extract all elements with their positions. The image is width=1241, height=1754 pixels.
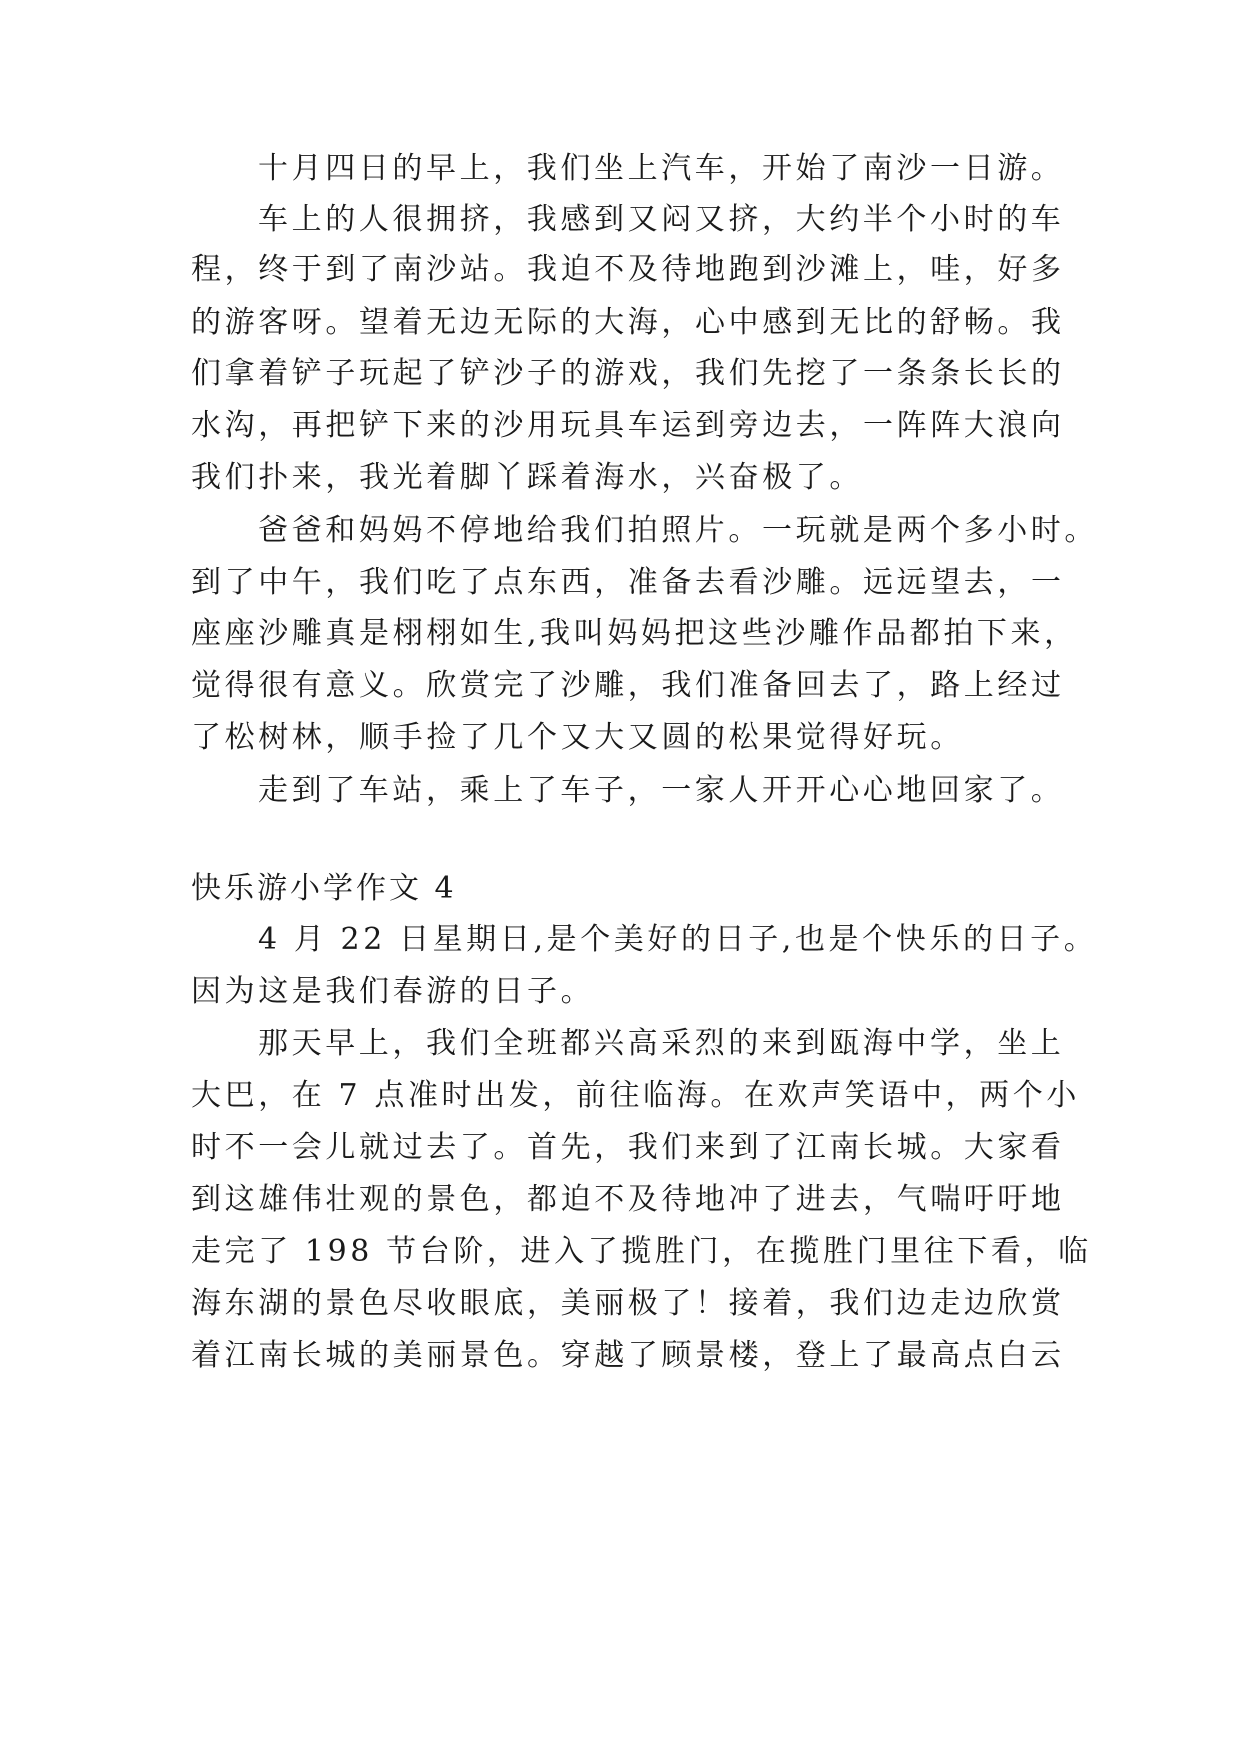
text-line: 车上的人很拥挤，我感到又闷又挤，大约半个小时的车: [258, 202, 1065, 237]
text-line: 那天早上，我们全班都兴高采烈的来到瓯海中学，坐上: [258, 1026, 1065, 1061]
text-line: 时不一会儿就过去了。首先，我们来到了江南长城。大家看: [191, 1130, 1065, 1165]
text-line: 走完了 198 节台阶，进入了揽胜门，在揽胜门里往下看，临: [191, 1234, 1092, 1269]
text-line: 了松树林，顺手捡了几个又大又圆的松果觉得好玩。: [191, 720, 964, 755]
text-line: 水沟，再把铲下来的沙用玩具车运到旁边去，一阵阵大浪向: [191, 408, 1065, 443]
text-line: 到这雄伟壮观的景色，都迫不及待地冲了进去，气喘吁吁地: [191, 1182, 1065, 1217]
text-line: 我们扑来，我光着脚丫踩着海水，兴奋极了。: [191, 460, 863, 495]
text-line: 的游客呀。望着无边无际的大海，心中感到无比的舒畅。我: [191, 305, 1065, 340]
text-line: 到了中午，我们吃了点东西，准备去看沙雕。远远望去，一: [191, 565, 1065, 600]
text-line: 大巴，在 7 点准时出发，前往临海。在欢声笑语中，两个小: [191, 1078, 1080, 1113]
text-line: 觉得很有意义。欣赏完了沙雕，我们准备回去了，路上经过: [191, 668, 1065, 703]
text-line: 爸爸和妈妈不停地给我们拍照片。一玩就是两个多小时。: [258, 513, 1098, 548]
text-line: 们拿着铲子玩起了铲沙子的游戏，我们先挖了一条条长长的: [191, 356, 1065, 391]
text-line: 走到了车站，乘上了车子，一家人开开心心地回家了。: [258, 773, 1065, 808]
text-line: 海东湖的景色尽收眼底，美丽极了！接着，我们边走边欣赏: [191, 1286, 1065, 1321]
text-line: 4 月 22 日星期日,是个美好的日子,也是个快乐的日子。: [258, 922, 1098, 957]
text-line: 因为这是我们春游的日子。: [191, 974, 595, 1009]
text-line: 程，终于到了南沙站。我迫不及待地跑到沙滩上，哇，好多: [191, 252, 1065, 287]
text-line: 十月四日的早上，我们坐上汽车，开始了南沙一日游。: [258, 151, 1065, 186]
section-heading: 快乐游小学作文 4: [191, 871, 457, 906]
text-line: 座座沙雕真是栩栩如生,我叫妈妈把这些沙雕作品都拍下来，: [191, 616, 1078, 651]
text-line: 着江南长城的美丽景色。穿越了顾景楼，登上了最高点白云: [191, 1338, 1065, 1373]
